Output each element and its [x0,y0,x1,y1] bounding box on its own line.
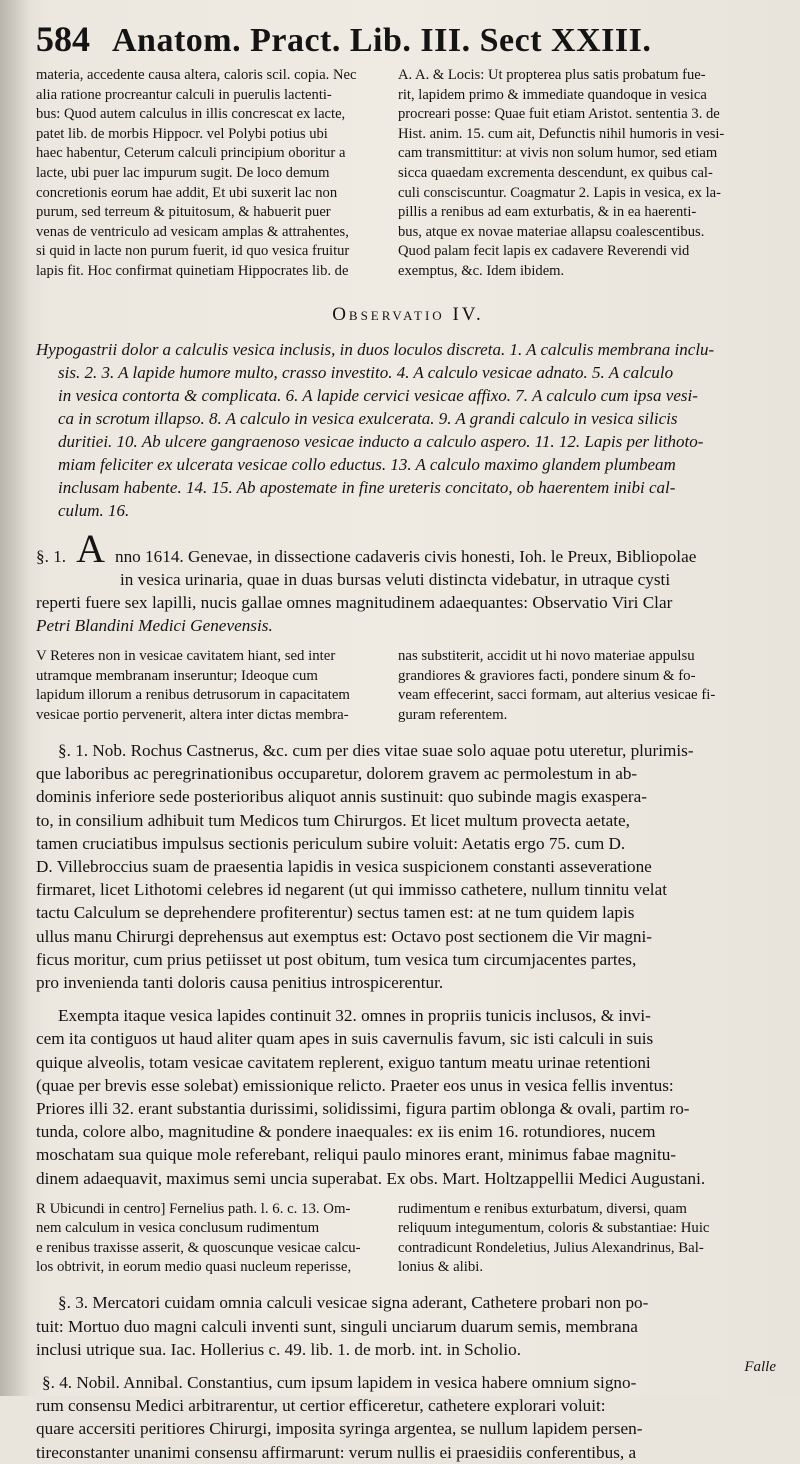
summary-line: inclusam habente. 14. 15. Ab apostemate in fine ureteris concitato, ob haerentem inibi cal- [58,477,676,497]
text-line: vesicae portio pervenerit, altera inter dictas membra- [36,706,349,723]
annotation-1-left [36,647,398,725]
text-line: haec habentur, Ceterum calculi principium oboritur a [36,145,346,162]
text-line: materia, accedente causa altera, caloris scil. copia. Nec [36,67,357,83]
top-right-column [398,66,780,282]
text-line: D. Villebroccius suam de praesentia lapidis in vesica suspicionem constanti asseveratione [36,856,652,876]
summary-line: in vesica contorta & complicata. 6. A lapide cervici vesicae affixo. 7. A calculo cum ipsa vesi- [58,385,698,405]
summary-line: duritiei. 10. Ab ulcere gangraenoso vesicae inducto a calculo aspero. 11. 12. Lapis per lithoto- [58,431,704,451]
text-line: utramque membranam inseruntur; Ideoque cum [36,667,318,684]
top-left-column [36,66,398,282]
text-line: nas substiterit, accidit ut hi novo materiae appulsu [398,648,695,665]
annotation-2-right [398,1200,780,1278]
drop-initial: A [76,525,105,571]
text-line: (quae per brevis esse solebat) emissionique relicto. Praeter eos unus in vesica fellis inventus: [36,1075,674,1095]
text-line: quare accersiti peritiores Chirurgi, imposita syringa argentea, se nullum lapidem persen- [36,1419,643,1439]
text-line: lapis fit. Hoc confirmat quinetiam Hippocrates lib. de [36,262,349,279]
text-line: §. 4. Nobil. Annibal. Constantius, cum ipsum lapidem in vesica habere omnium signo- [42,1373,637,1393]
annotation-1-right [398,647,780,725]
text-line: procreari posse: Quae fuit etiam Aristot. sententia 3. de [398,106,720,123]
text-line: tunda, colore albo, magnitudine & pondere inaequales: ex iis enim 16. rotundiores, nucem [36,1122,656,1142]
text-line: guram referentem. [398,706,508,723]
text-line: Quod palam fecit lapis ex cadavere Reverendi vid [398,243,690,260]
text-line: dominis inferiore sede posterioribus aliquot annis sustinuit: quo subinde magis exaspera- [36,787,648,807]
text-line: exemptus, &c. Idem ibidem. [398,262,565,279]
text-line: e renibus traxisse asserit, & quoscunque vesicae calcu- [36,1239,361,1256]
page-header [36,18,780,60]
text-line: Exempta itaque vesica lapides continuit 32. omnes in propriis tunicis inclusos, & invi- [58,1006,651,1026]
text-line: grandiores & graviores facti, pondere sinum & fo- [398,667,696,684]
catchword: Falle [744,1359,776,1375]
text-line: Priores illi 32. erant substantia durissimi, solidissimi, figura partim oblonga & ovali, partim ro- [36,1099,690,1119]
text-line: tamen cruciatibus impulsus sectionis periculum subire voluit: Aetatis ergo 75. cum D. [36,833,626,853]
text-line: que laboribus ac peregrinationibus occuparetur, dolorem gravem ac permolestum in ab- [36,764,638,784]
text-line: quique alveolis, totam vesicae cavitatem replerent, exiguo tantum meatu urinae retentioni [36,1052,651,1072]
text-line: rudimentum e renibus exturbatum, diversi, quam [398,1200,687,1217]
summary-line: miam feliciter ex ulcerata vesicae collo eductus. 13. A calculo maximo glandem plumbeam [58,454,676,474]
text-line: moschatam sua quique mole referebant, reliqui paulo minores erant, minimus fabae magnitu- [36,1145,677,1165]
summary-line: Hypogastrii dolor a calculis vesica inclusis, in duos loculos discreta. 1. A calculis membrana inclu- [36,339,715,359]
text-line: nno 1614. Genevae, in dissectione cadaveris civis honesti, Ioh. le Preux, Bibliopolae [114,546,697,566]
text-line: to, in consilium adhibuit tum Medicos tum Chirurgos. Et licet multum provecta aetate, [36,810,630,830]
annotation-2-left [36,1200,398,1278]
section-1-paragraph [36,525,780,638]
text-line: si quid in lacte non purum fuerit, id quo vesica fruitur [36,243,350,260]
text-line: rit, lapidem primo & immediate quandoque in vesica [398,86,707,103]
summary-line: ca in scrotum illapso. 8. A calculo in vesica exulcerata. 9. A grandi calculo in vesica silicis [58,408,678,428]
text-line: lacte, ubi puer lac impurum sugit. De loco demum [36,164,330,181]
text-line: contradicunt Rondeletius, Julius Alexandrinus, Bal- [398,1239,704,1256]
text-line: tireconstanter unanimi consensu affirmarunt: verum nullis ei praesidiis conferentibus, a [36,1442,637,1462]
text-line: R Ubicundi in centro] Fernelius path. l. 6. c. 13. Om- [36,1200,351,1217]
text-line: pro invenienda tanti doloris causa penitius introspicerentur. [36,973,444,992]
section-3-paragraph [36,1291,780,1361]
text-line: reliquum integumentum, coloris & substantiae: Huic [398,1220,710,1237]
gutter-shadow [0,0,30,1396]
text-line: venas de ventriculo ad vesicam amplas & attrahentes, [36,223,349,240]
section-exempta-paragraph [36,1004,780,1190]
text-line: alia ratione procreantur calculi in puerulis lactenti- [36,86,332,103]
text-line: tuit: Mortuo duo magni calculi inventi sunt, singuli unciarum duarum semis, membrana [36,1316,638,1336]
section-rochus-paragraph [36,739,780,994]
text-line: lonius & alibi. [398,1259,484,1276]
text-line: concretionis eorum hae addit, Et ubi suxerit lac non [36,184,338,201]
text-line: Hist. anim. 15. cum ait, Defunctis nihil humoris in vesi- [398,125,725,142]
text-line: dinem adaequavit, maximus semi uncia superabat. Ex obs. Mart. Holtzappellii Medici Augustani. [36,1168,706,1188]
text-line: bus: Quod autem calculus in illis concrescat ex lacte, [36,106,346,123]
text-line: Petri Blandini Medici Genevensis. [36,616,273,636]
text-line: A. A. & Locis: Ut propterea plus satis probatum fue- [398,67,706,83]
running-title: Anatom. Pract. Lib. III. Sect XXIII. [112,22,652,59]
text-line: V Reteres non in vesicae cavitatem hiant, sed inter [36,648,336,665]
text-line: veam effecerint, sacci formam, aut alterius vesicae fi- [398,687,716,704]
text-line: §. 1. Nob. Rochus Castnerus, &c. cum per dies vitae suae solo aquae potu uteretur, plurimis- [58,740,694,760]
section-marker: §. 1. [36,546,67,566]
annotation-block-1 [36,647,780,725]
observation-heading: Observatio IV. [332,303,484,325]
text-line: purum, sed terreum & pituitosum, & habuerit puer [36,204,331,221]
top-two-column-block [36,66,780,282]
annotation-block-2 [36,1200,780,1278]
section-4-paragraph [36,1371,780,1464]
text-line: tactu Calculum se deprehendere profiterentur) sectus tamen est: at ne tum quidem lapis [36,903,635,923]
text-line: patet lib. de morbis Hippocr. vel Polybi potius ubi [36,125,328,142]
text-line: inclusi utrique sua. Iac. Hollerius c. 49. lib. 1. de morb. int. in Scholio. [36,1339,521,1359]
text-line: nem calculum in vesica conclusum rudimentum [36,1220,320,1237]
text-line: cem ita contiguos ut haud aliter quam apes in suis cavernulis favum, sic isti calculi in suis [36,1029,654,1049]
page-number: 584 [36,19,90,59]
text-line: ullus manu Chirurgi deprehensus aut exemptus est: Octavo post sectionem die Vir magni- [36,926,653,946]
observation-summary [36,338,780,522]
text-line: los obtrivit, in eorum medio quasi nucleum reperisse, [36,1259,352,1276]
summary-line: sis. 2. 3. A lapide humore multo, crasso investito. 4. A calculo vesicae adnato. 5. A calculo [58,362,674,382]
section-1-first-line [36,525,780,571]
text-line: bus, atque ex novae materiae allapsu coalescentibus. [398,223,705,240]
text-line: culi consciscuntur. Coagmatur 2. Lapis in vesica, ex la- [398,184,722,201]
summary-line: culum. 16. [58,500,130,520]
text-line: cam transmittitur: at vivis non solum humor, sed etiam [398,145,718,162]
text-line: reperti fuere sex lapilli, nucis gallae omnes magnitudinem adaequantes: Observatio Viri Clar [36,592,673,612]
text-line: sicca quaedam excrementa descendunt, ex quibus cal- [398,164,713,181]
text-line: in vesica urinaria, quae in duas bursas veluti distincta videbatur, in utraque cysti [120,569,671,589]
text-line: lapidum illorum a renibus detrusorum in capacitatem [36,687,350,704]
text-line: §. 3. Mercatori cuidam omnia calculi vesicae signa aderant, Cathetere probari non po- [58,1293,649,1313]
text-line: ficus moritur, cum prius petiisset ut post obitum, tum vesica tum circumjacentes partes, [36,949,637,969]
text-line: firmaret, licet Lithotomi celebres id negarent (ut qui immisso cathetere, nullum tinnitu velat [36,880,667,900]
text-line: pillis a renibus ad eam exturbatis, & in ea haerenti- [398,204,697,221]
text-line: rum consensu Medici arbitrarentur, ut certior efficeretur, cathetere explorari voluit: [36,1396,606,1416]
